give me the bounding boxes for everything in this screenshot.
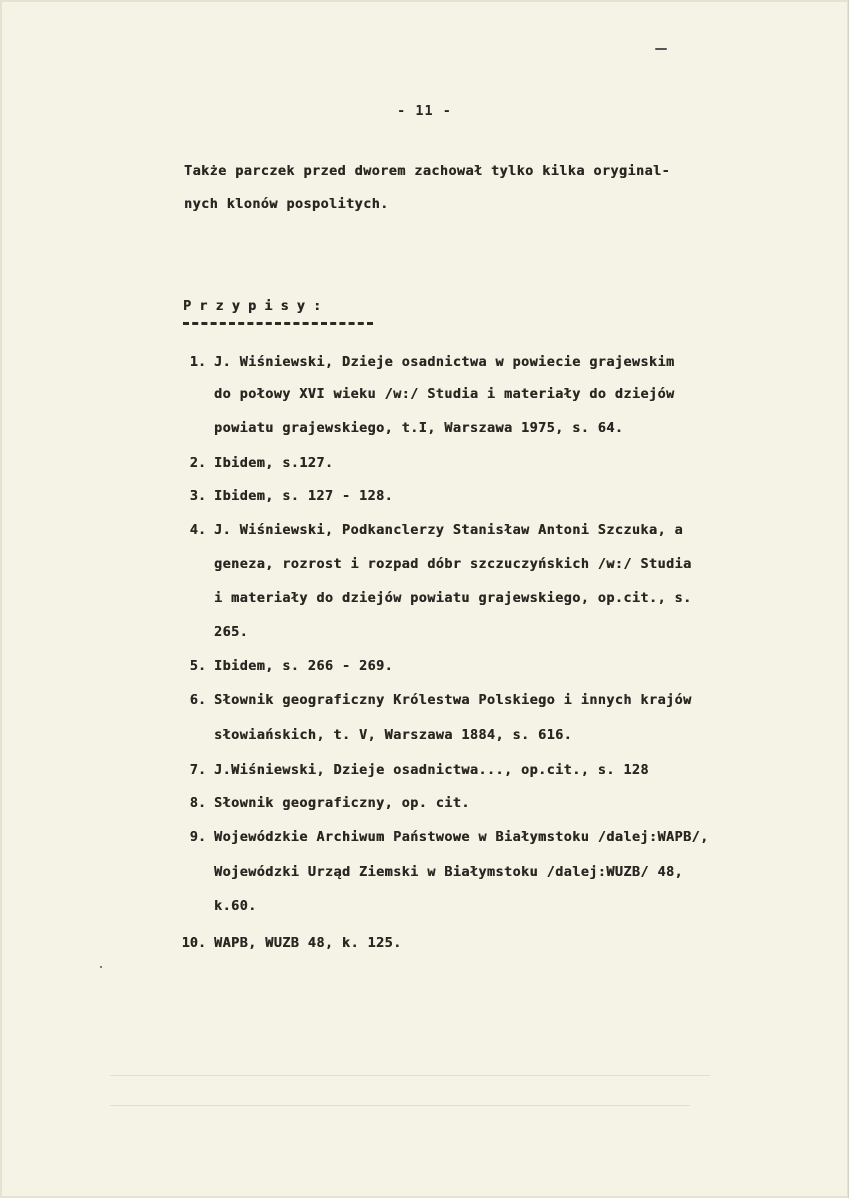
page-number: - 11 - (397, 103, 452, 119)
footnote-line: k.60. (214, 898, 257, 914)
footnote-number: 9. (189, 829, 206, 845)
footnote-number: 10. (181, 935, 206, 951)
footnote-line: J. Wiśniewski, Podkanclerzy Stanisław Antoni Szczuka, a (214, 522, 684, 538)
footnote-number: 3. (189, 488, 206, 504)
footnote-line: Ibidem, s. 266 - 269. (214, 658, 394, 674)
faint-show-through-line (110, 1105, 690, 1106)
footnote-line: słowiańskich, t. V, Warszawa 1884, s. 616. (214, 727, 573, 743)
heading-underline (183, 322, 373, 325)
footnote-number: 4. (189, 522, 206, 538)
footnote-line: Słownik geograficzny, op. cit. (214, 795, 470, 811)
footnote-line: J. Wiśniewski, Dzieje osadnictwa w powiecie grajewskim (214, 354, 675, 370)
paragraph-line: Także parczek przed dworem zachował tylko kilka oryginal- (184, 163, 671, 179)
footnote-line: do połowy XVI wieku /w:/ Studia i materiały do dziejów (214, 386, 675, 402)
footnote-line: i materiały do dziejów powiatu grajewskiego, op.cit., s. (214, 590, 692, 606)
footnote-line: Wojewódzki Urząd Ziemski w Białymstoku /dalej:WUZB/ 48, (214, 864, 684, 880)
footnote-line: powiatu grajewskiego, t.I, Warszawa 1975, s. 64. (214, 420, 624, 436)
footnote-line: Wojewódzkie Archiwum Państwowe w Białymstoku /dalej:WAPB/, (214, 829, 709, 845)
footnote-line: Ibidem, s.127. (214, 455, 334, 471)
footnote-number: 8. (189, 795, 206, 811)
margin-mark (655, 48, 667, 50)
paragraph-line: nych klonów pospolitych. (184, 196, 389, 212)
footnote-line: J.Wiśniewski, Dzieje osadnictwa..., op.cit., s. 128 (214, 762, 649, 778)
footnote-line: geneza, rozrost i rozpad dóbr szczuczyńskich /w:/ Studia (214, 556, 692, 572)
footnote-line: Ibidem, s. 127 - 128. (214, 488, 394, 504)
footnote-number: 7. (189, 762, 206, 778)
footnote-number: 5. (189, 658, 206, 674)
footnote-line: 265. (214, 624, 249, 640)
footnote-number: 1. (189, 354, 206, 370)
footnote-line: Słownik geograficzny Królestwa Polskiego i innych krajów (214, 692, 692, 708)
margin-mark (100, 966, 102, 968)
faint-show-through-line (110, 1075, 710, 1076)
footnote-line: WAPB, WUZB 48, k. 125. (214, 935, 402, 951)
footnotes-heading: P r z y p i s y : (183, 298, 322, 314)
footnote-number: 2. (189, 455, 206, 471)
footnote-number: 6. (189, 692, 206, 708)
